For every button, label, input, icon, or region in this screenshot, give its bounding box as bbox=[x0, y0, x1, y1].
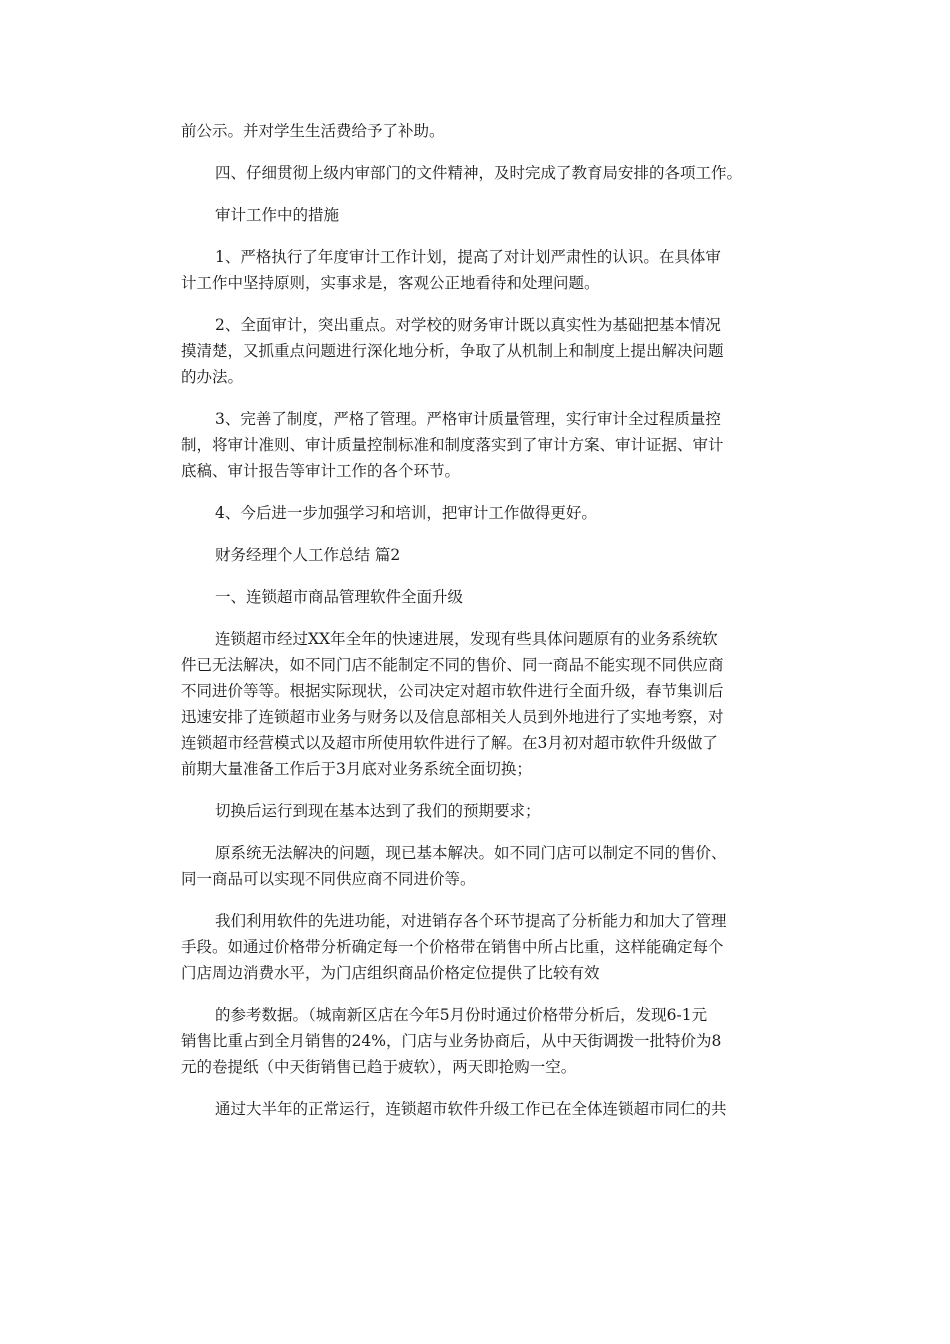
paragraph-line: 原系统无法解决的问题，现已基本解决。如不同门店可以制定不同的售价、 bbox=[215, 844, 727, 862]
paragraph bbox=[181, 1002, 773, 1080]
paragraph bbox=[181, 500, 773, 526]
paragraph bbox=[181, 406, 773, 484]
paragraph-line: 3、完善了制度，严格了管理。严格审计质量管理，实行审计全过程质量控 bbox=[215, 410, 721, 428]
paragraph-line: 4、今后进一步加强学习和培训，把审计工作做得更好。 bbox=[215, 504, 597, 522]
paragraph-line: 连锁超市经营模式以及超市所使用软件进行了解。在3月初对超市软件升级做了 bbox=[181, 734, 718, 752]
paragraph-line: 销售比重占到全月销售的24%，门店与业务协商后，从中天街调拨一批特价为8 bbox=[181, 1032, 722, 1050]
paragraph bbox=[181, 160, 773, 186]
paragraph-line: 连锁超市经过XX年全年的快速进展，发现有些具体问题原有的业务系统软 bbox=[215, 630, 718, 648]
paragraph-line: 门店周边消费水平，为门店组织商品价格定位提供了比较有效 bbox=[181, 964, 600, 982]
paragraph-line: 我们利用软件的先进功能，对进销存各个环节提高了分析能力和加大了管理 bbox=[215, 912, 727, 930]
paragraph bbox=[181, 312, 773, 390]
paragraph-line: 前公示。并对学生生活费给予了补助。 bbox=[181, 122, 445, 140]
paragraph bbox=[181, 1096, 773, 1122]
paragraph-line: 迅速安排了连锁超市业务与财务以及信息部相关人员到外地进行了实地考察，对 bbox=[181, 708, 724, 726]
paragraph bbox=[181, 244, 773, 296]
paragraph-line: 制，将审计准则、审计质量控制标准和制度落实到了审计方案、审计证据、审计 bbox=[181, 436, 724, 454]
paragraph-line: 通过大半年的正常运行，连锁超市软件升级工作已在全体连锁超市同仁的共 bbox=[215, 1100, 727, 1118]
paragraph-line: 一、连锁超市商品管理软件全面升级 bbox=[215, 588, 464, 606]
paragraph bbox=[181, 542, 773, 568]
paragraph-line: 件已无法解决，如不同门店不能制定不同的售价、同一商品不能实现不同供应商 bbox=[181, 656, 724, 674]
paragraph bbox=[181, 840, 773, 892]
paragraph-line: 计工作中坚持原则，实事求是，客观公正地看待和处理问题。 bbox=[181, 274, 600, 292]
paragraph-line: 切换后运行到现在基本达到了我们的预期要求； bbox=[215, 802, 541, 820]
paragraph-line: 元的卷提纸（中天街销售已趋于疲软），两天即抢购一空。 bbox=[181, 1058, 577, 1076]
paragraph-line: 财务经理个人工作总结 篇2 bbox=[215, 546, 401, 564]
paragraph bbox=[181, 202, 773, 228]
paragraph-line: 的参考数据。（城南新区店在今年5月份时通过价格带分析后，发现6-1元 bbox=[215, 1006, 708, 1024]
paragraph-line: 的办法。 bbox=[181, 368, 244, 386]
paragraph-line: 前期大量准备工作后于3月底对业务系统全面切换； bbox=[181, 760, 532, 778]
paragraph bbox=[181, 908, 773, 986]
paragraph-line: 四、仔细贯彻上级内审部门的文件精神，及时完成了教育局安排的各项工作。 bbox=[215, 164, 743, 182]
paragraph-line: 审计工作中的措施 bbox=[215, 206, 340, 224]
paragraph-line: 2、全面审计，突出重点。对学校的财务审计既以真实性为基础把基本情况 bbox=[215, 316, 721, 334]
paragraph bbox=[181, 626, 773, 782]
paragraph bbox=[181, 798, 773, 824]
paragraph bbox=[181, 584, 773, 610]
document-body bbox=[181, 118, 773, 1122]
paragraph bbox=[181, 118, 773, 144]
paragraph-line: 底稿、审计报告等审计工作的各个环节。 bbox=[181, 462, 461, 480]
paragraph-line: 1、严格执行了年度审计工作计划，提高了对计划严肃性的认识。在具体审 bbox=[215, 248, 721, 266]
paragraph-line: 不同进价等等。根据实际现状，公司决定对超市软件进行全面升级，春节集训后 bbox=[181, 682, 724, 700]
paragraph-line: 摸清楚，又抓重点问题进行深化地分析，争取了从机制上和制度上提出解决问题 bbox=[181, 342, 724, 360]
paragraph-line: 同一商品可以实现不同供应商不同进价等。 bbox=[181, 870, 476, 888]
paragraph-line: 手段。如通过价格带分析确定每一个价格带在销售中所占比重，这样能确定每个 bbox=[181, 938, 724, 956]
